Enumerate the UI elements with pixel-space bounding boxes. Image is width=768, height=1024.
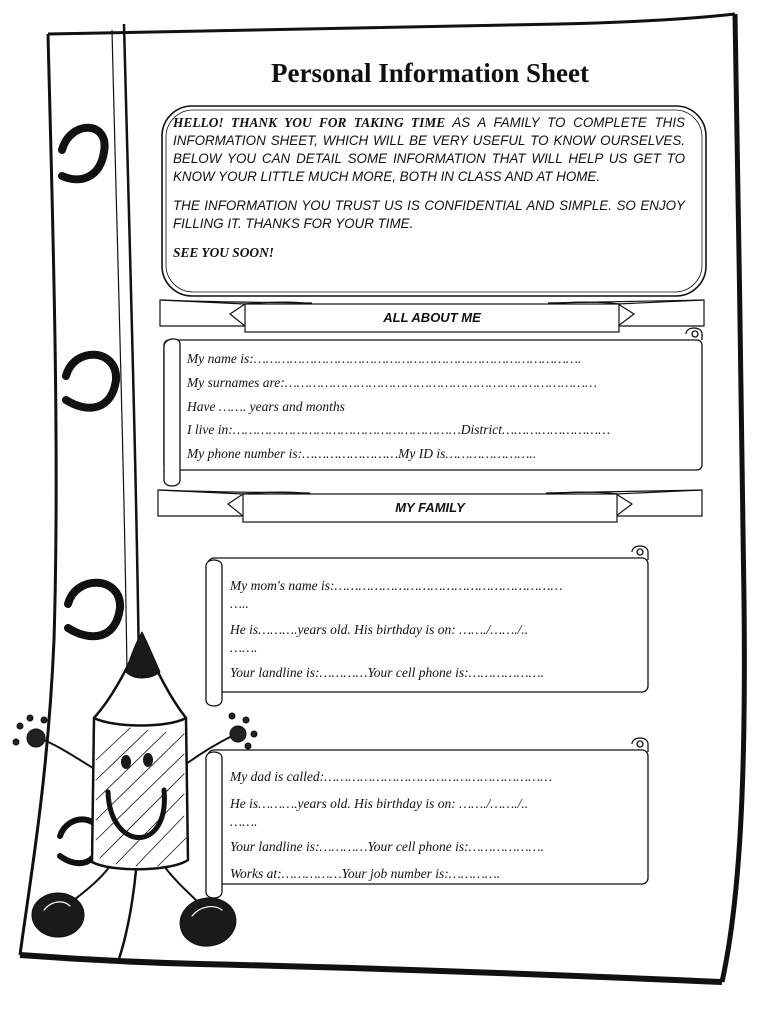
dad-work-line: Works at:……………Your job number is:…………. xyxy=(230,866,501,881)
dad-age-line: He is……….years old. His birthday is on: ……./……./.. xyxy=(230,796,529,811)
intro-greeting: HELLO! THANK YOU FOR TAKING TIME xyxy=(173,115,446,130)
about-me-age-line: Have ……. years and months xyxy=(187,399,345,414)
left-shoe xyxy=(32,893,84,937)
about-me-address-line: I live in:…………………………………………………District……………………… xyxy=(187,422,611,437)
intro-closing: SEE YOU SOON! xyxy=(173,245,274,260)
right-hand xyxy=(229,713,257,749)
intro-text xyxy=(173,114,685,273)
binder-ring-2 xyxy=(66,355,116,408)
right-eye xyxy=(143,753,153,767)
mom-name-line-cont: ….. xyxy=(230,596,249,611)
banner-my-family: MY FAMILY xyxy=(395,500,465,515)
intro-paragraph-1-text: AS A FAMILY TO COMPLETE THIS INFORMATION SHEET, WHICH WILL BE VERY USEFUL TO KNOW OURSELVES. BELOW YOU CAN DETAIL SOME INFORMATION THAT WILL HELP US GET TO KNOW YOUR LITTLE MUCH MORE, BOTH IN CLASS AND AT HOME. xyxy=(173,115,685,184)
page-title: Personal Information Sheet xyxy=(271,58,589,88)
dad-phone-line: Your landline is:…………Your cell phone is:………………. xyxy=(230,839,545,854)
dad-name-line: My dad is called:………………………………………………… xyxy=(230,769,553,784)
mom-age-line: He is……….years old. His birthday is on: ……./……./.. xyxy=(230,622,529,637)
about-me-phone-line: My phone number is:……………………My ID is………………….. xyxy=(187,446,537,461)
banner-all-about-me: ALL ABOUT ME xyxy=(383,310,481,325)
left-hand xyxy=(13,715,47,747)
binder-ring-3 xyxy=(68,583,120,637)
left-eye xyxy=(121,755,131,769)
binder-ring-1 xyxy=(62,128,105,180)
intro-paragraph-1 xyxy=(173,114,685,186)
mom-phone-line: Your landline is:…………Your cell phone is:………………. xyxy=(230,665,545,680)
dad-age-line-cont: ……. xyxy=(230,814,258,829)
right-shoe xyxy=(176,894,239,951)
mom-name-line: My mom's name is:………………………………………………… xyxy=(230,578,563,593)
mom-age-line-cont: ……. xyxy=(230,640,258,655)
about-me-surnames-line: My surnames are:…………………………………………………………………… xyxy=(187,375,597,390)
intro-paragraph-2: THE INFORMATION YOU TRUST US IS CONFIDENTIAL AND SIMPLE. SO ENJOY FILLING IT. THANKS FOR YOUR TIME. xyxy=(173,198,685,231)
about-me-name-line: My name is:………………………………………………………………………. xyxy=(187,351,582,366)
